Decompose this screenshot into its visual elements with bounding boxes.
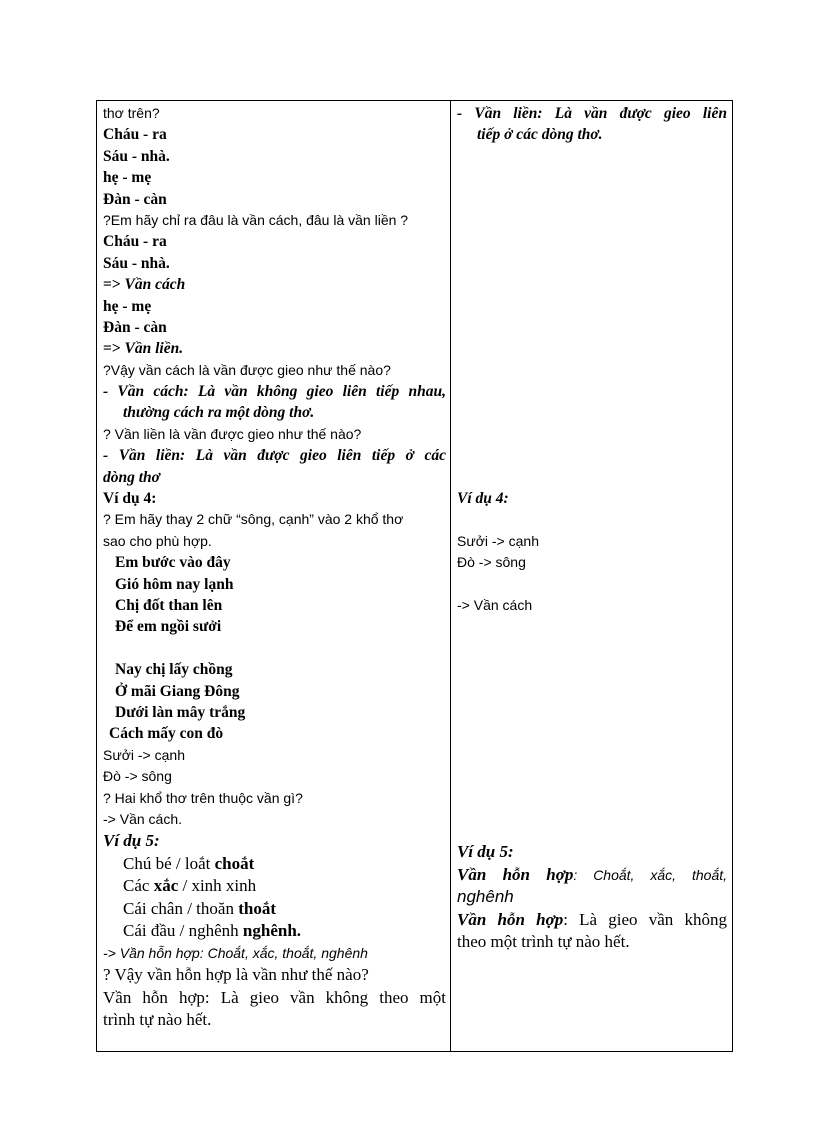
question-line: ? Em hãy thay 2 chữ “sông, cạnh” vào 2 khổ thơ [103,511,404,528]
poem-line: Để em ngồi sưởi [115,618,222,636]
poem-line [103,898,446,921]
text-line: nghênh [457,887,514,907]
poem-text: / xinh xinh [178,876,257,896]
text-line: Sáu - nhà. [103,254,170,272]
poem-line: Em bước vào đây [115,554,231,572]
question-line: ? Vậy vần hỗn hợp là vần như thế nào? [103,965,369,985]
text-line: thơ trên? [103,105,160,121]
poem-text: Chú bé / loắt [123,853,215,873]
text-line [103,274,446,295]
question-line: ? Vần liền là vần được gieo như thế nào? [103,425,362,442]
term: Vần cách [124,276,186,294]
rhyme-word: choắt [214,853,255,873]
text-line: Đàn - càn [103,190,167,208]
spacer [457,573,727,594]
definition-line: - Vần liền: Là vần được gieo liên [457,105,727,122]
text-line: -> Vần hỗn hợp: Choắt, xắc, thoắt, nghênh [103,944,368,961]
poem-line: Nay chị lấy chồng [115,661,233,679]
definition-line: - Vần cách: Là vần không gieo liên tiếp nhau, [103,383,446,401]
text-line: Đò -> sông [103,768,172,785]
poem-line [103,875,446,898]
text-line: Sưởi -> cạnh [103,746,185,763]
term: Vần liền. [124,340,184,358]
poem-line: Cách mấy con đò [109,725,224,743]
text-line: Cháu - ra [103,233,167,251]
text-line [457,909,727,932]
example-heading: Ví dụ 5: [103,831,160,851]
text-line: Sáu - nhà. [103,147,170,165]
text-line: -> Vần cách. [103,810,182,827]
poem-line [103,920,446,943]
poem-text: Cái chân / thoăn [123,898,239,918]
example-heading: Ví dụ 5: [457,842,514,862]
poem-line [103,853,446,876]
text-line: -> Vần cách [457,596,533,613]
question-line: ? Hai khổ thơ trên thuộc vần gì? [103,789,303,806]
text-line: Vần hỗn hợp: Là gieo vần không theo một [103,987,446,1007]
poem-line: Gió hôm nay lạnh [115,575,234,593]
term: Vần hỗn hợp [457,909,564,929]
poem-line: Chị đốt than lên [115,597,223,615]
text-run: : Choắt, xắc, thoắt, [573,866,728,883]
question-line: ?Em hãy chỉ ra đâu là vần cách, đâu là vần liền ? [103,211,409,228]
rhyme-word: nghênh. [242,921,302,941]
example-heading: Ví dụ 4: [457,489,509,507]
right-column [457,103,727,954]
arrow: => [103,276,125,294]
rhyme-word: xắc [153,876,179,896]
text-line: Đò -> sông [457,553,526,570]
column-divider [450,101,451,1051]
question-line: ?Vậy vần cách là vần được gieo như thế nào? [103,361,391,378]
text-line: Sưởi -> cạnh [457,532,539,549]
text-line: Đàn - càn [103,318,167,336]
definition-line: - Vần liền: Là vần được gieo liên tiếp ở các [103,447,446,465]
definition-line: tiếp ở các dòng thơ. [477,126,603,144]
text-line: Cháu - ra [103,126,167,144]
arrow: => [103,340,125,358]
spacer [457,146,727,488]
poem-text: Các [123,876,154,896]
text-line: theo một trình tự nào hết. [457,932,630,952]
spacer [457,509,727,530]
example-heading: Ví dụ 4: [103,490,157,508]
poem-line: Ở mãi Giang Đông [115,682,240,700]
definition-line: dòng thơ [103,468,160,486]
text-line: hẹ - mẹ [103,169,152,187]
left-column [103,103,446,1032]
term: Vần hỗn hợp [457,864,574,884]
spacer [103,638,446,659]
spacer [457,616,727,841]
definition-line: thường cách ra một dòng thơ. [123,404,315,422]
text-line: trình tự nào hết. [103,1010,212,1030]
text-line [457,864,727,887]
lesson-table [96,100,733,1052]
text-run: : Là gieo vần không [563,909,728,929]
question-line: sao cho phù hợp. [103,532,212,549]
poem-line: Dưới làn mây trắng [115,703,246,721]
text-line: hẹ - mẹ [103,297,152,315]
text-line [103,338,446,359]
rhyme-word: thoắt [238,898,276,918]
poem-text: Cái đầu / nghênh [123,921,243,941]
